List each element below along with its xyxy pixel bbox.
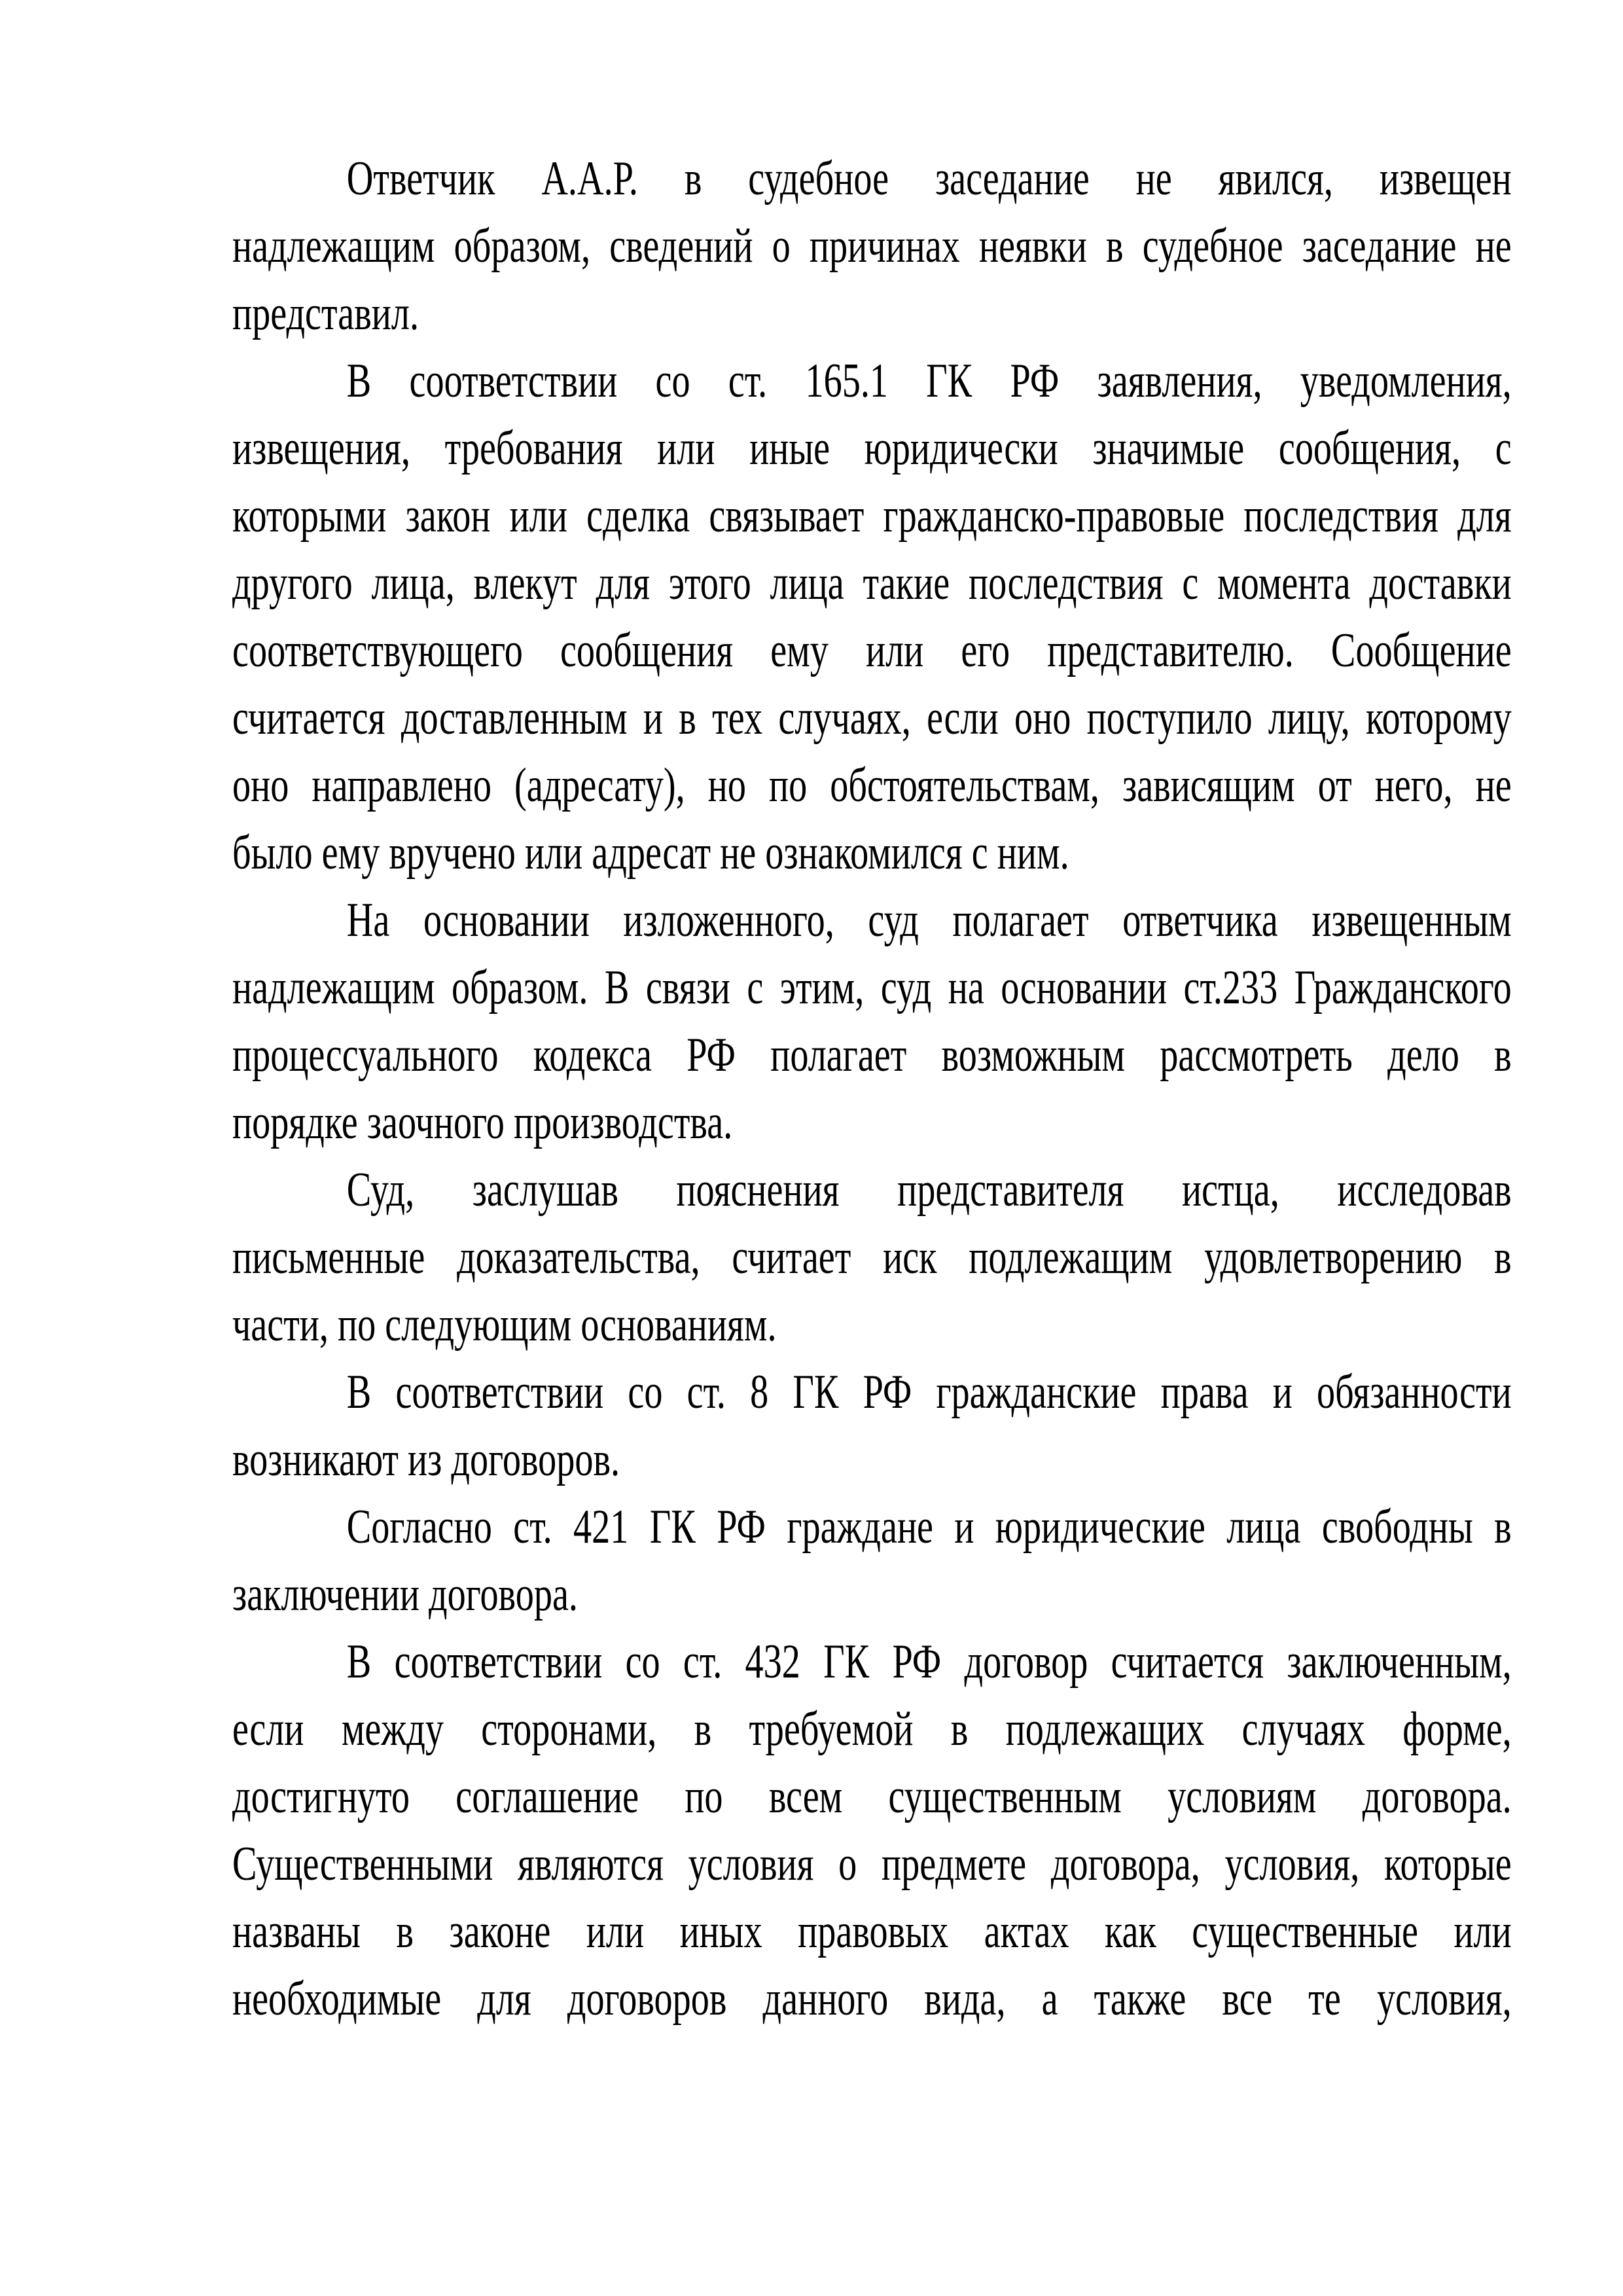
text-line: оно направлено (адресату), но по обстоятельствам, зависящим от него, не (232, 759, 1512, 812)
text-line: которыми закон или сделка связывает гражданско-правовые последствия для (232, 489, 1512, 543)
paragraph (232, 1359, 1512, 1494)
text-line: было ему вручено или адресат не ознакомился с ним. (232, 826, 1069, 880)
paragraph (232, 1157, 1512, 1359)
text-line: соответствующего сообщения ему или его представителю. Сообщение (232, 624, 1512, 677)
text-line: В соответствии со ст. 432 ГК РФ договор считается заключенным, (346, 1635, 1512, 1689)
text-line: Суд, заслушав пояснения представителя истца, исследовав (346, 1163, 1512, 1217)
text-line: заключении договора. (232, 1568, 578, 1621)
text-line: Существенными являются условия о предмете договора, условия, которые (232, 1837, 1512, 1891)
text-line: названы в законе или иных правовых актах как существенные или (232, 1905, 1512, 1958)
text-line: процессуального кодекса РФ полагает возможным рассмотреть дело в (232, 1028, 1512, 1082)
paragraph (232, 1494, 1512, 1628)
text-line: порядке заочного производства. (232, 1096, 733, 1149)
text-line: извещения, требования или иные юридически значимые сообщения, с (232, 422, 1512, 475)
paragraph (232, 348, 1512, 887)
paragraph (232, 1628, 1512, 2033)
text-line: части, по следующим основаниям. (232, 1298, 777, 1352)
text-line: Согласно ст. 421 ГК РФ граждане и юридические лица свободны в (346, 1500, 1512, 1554)
text-line: надлежащим образом. В связи с этим, суд на основании ст.233 Гражданского (232, 961, 1512, 1014)
paragraph (232, 887, 1512, 1157)
text-line: В соответствии со ст. 8 ГК РФ гражданские права и обязанности (346, 1365, 1512, 1419)
text-line: В соответствии со ст. 165.1 ГК РФ заявления, уведомления, (346, 354, 1512, 408)
text-line: представил. (232, 287, 419, 340)
paragraph (232, 145, 1512, 348)
text-line: считается доставленным и в тех случаях, если оно поступило лицу, которому (232, 691, 1512, 745)
document-body (232, 145, 1512, 2033)
text-line: необходимые для договоров данного вида, а также все те условия, (232, 1972, 1512, 2026)
text-line: письменные доказательства, считает иск подлежащим удовлетворению в (232, 1230, 1512, 1284)
text-line: Ответчик А.А.Р. в судебное заседание не явился, извещен (346, 152, 1512, 206)
text-line: другого лица, влекут для этого лица такие последствия с момента доставки (232, 556, 1512, 610)
text-line: если между сторонами, в требуемой в подлежащих случаях форме, (232, 1702, 1512, 1756)
text-line: надлежащим образом, сведений о причинах неявки в судебное заседание не (232, 219, 1512, 273)
text-line: достигнуто соглашение по всем существенным условиям договора. (232, 1770, 1512, 1823)
text-line: На основании изложенного, суд полагает ответчика извещенным (346, 893, 1512, 947)
text-line: возникают из договоров. (232, 1433, 620, 1486)
